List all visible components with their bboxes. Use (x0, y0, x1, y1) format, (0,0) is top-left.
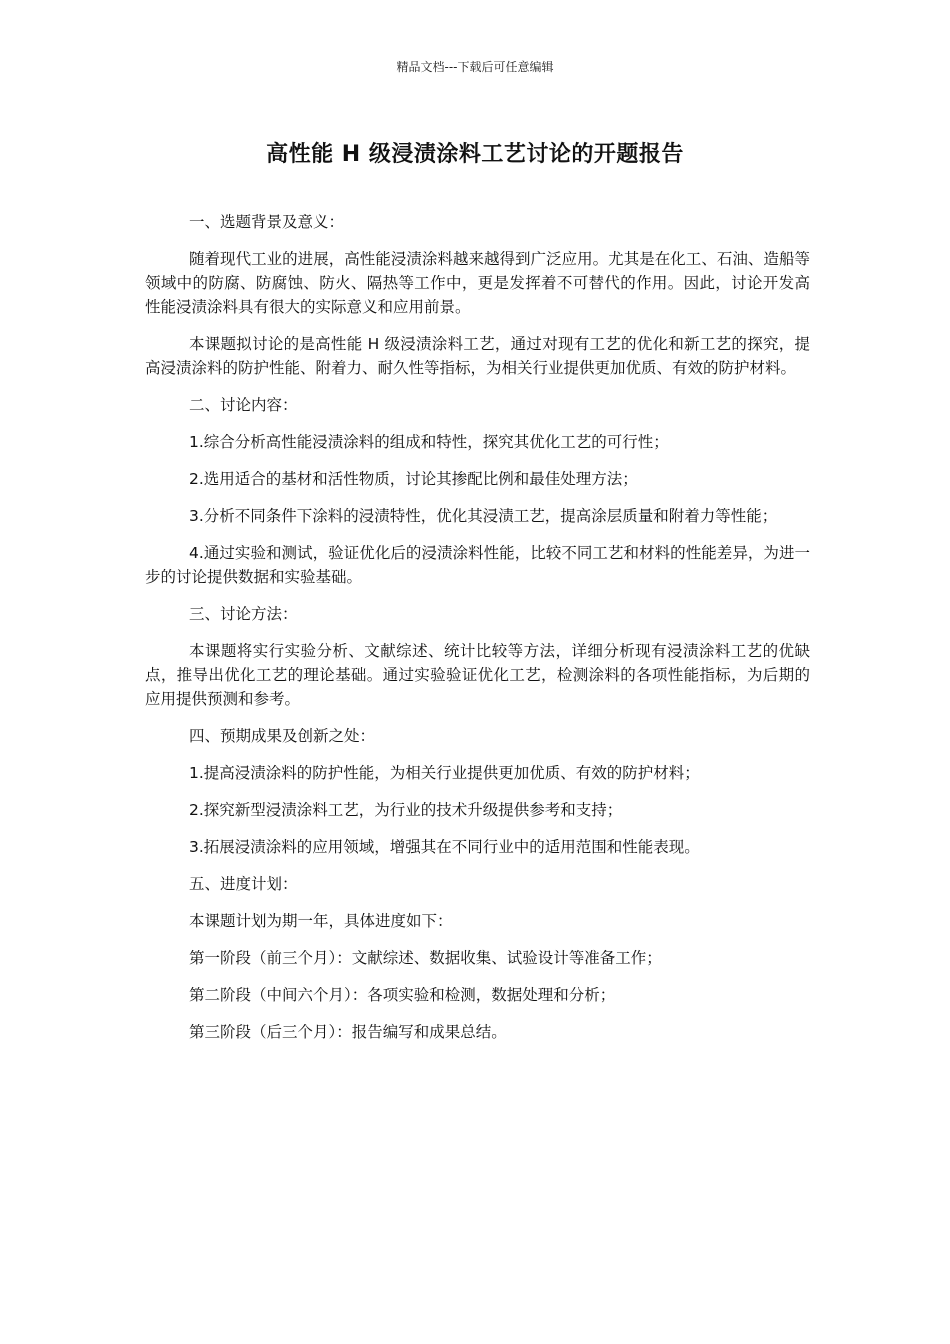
section-heading-schedule: 五、进度计划： (189, 875, 298, 893)
document-title: 高性能 H 级浸渍涂料工艺讨论的开题报告 (266, 142, 684, 167)
result-item-2: 2.探究新型浸渍涂料工艺，为行业的技术升级提供参考和支持； (189, 801, 623, 819)
paragraph-topic: 本课题拟讨论的是高性能 H 级浸渍涂料工艺，通过对现有工艺的优化和新工艺的探究，提高浸渍涂料的防护性能、附着力、耐久性等指标，为相关行业提供更加优质、有效的防护材料。 (145, 335, 810, 377)
schedule-phase-2: 第二阶段（中间六个月）：各项实验和检测，数据处理和分析； (189, 986, 616, 1004)
document-body (145, 210, 810, 1057)
section-heading-content: 二、讨论内容： (189, 396, 298, 414)
content-item-4: 4.通过实验和测试，验证优化后的浸渍涂料性能，比较不同工艺和材料的性能差异，为进一步的讨论提供数据和实验基础。 (145, 544, 810, 586)
content-item-1: 1.综合分析高性能浸渍涂料的组成和特性，探究其优化工艺的可行性； (189, 433, 669, 451)
content-item-3: 3.分析不同条件下涂料的浸渍特性，优化其浸渍工艺，提高涂层质量和附着力等性能； (189, 507, 778, 525)
schedule-phase-1: 第一阶段（前三个月）：文献综述、数据收集、试验设计等准备工作； (189, 949, 662, 967)
schedule-phase-3: 第三阶段（后三个月）：报告编写和成果总结。 (189, 1023, 507, 1041)
paragraph-method: 本课题将实行实验分析、文献综述、统计比较等方法，详细分析现有浸渍涂料工艺的优缺点，推导出优化工艺的理论基础。通过实验验证优化工艺，检测涂料的各项性能指标，为后期的应用提供预测和参考。 (145, 642, 810, 708)
paragraph-background: 随着现代工业的进展，高性能浸渍涂料越来越得到广泛应用。尤其是在化工、石油、造船等领域中的防腐、防腐蚀、防火、隔热等工作中，更是发挥着不可替代的作用。因此，讨论开发高性能浸渍涂料具有很大的实际意义和应用前景。 (145, 250, 810, 316)
header-note: 精品文档---下载后可任意编辑 (396, 60, 554, 74)
section-heading-results: 四、预期成果及创新之处： (189, 727, 376, 745)
result-item-1: 1.提高浸渍涂料的防护性能，为相关行业提供更加优质、有效的防护材料； (189, 764, 700, 782)
result-item-3: 3.拓展浸渍涂料的应用领域，增强其在不同行业中的适用范围和性能表现。 (189, 838, 700, 856)
section-heading-background: 一、选题背景及意义： (189, 213, 345, 231)
section-heading-method: 三、讨论方法： (189, 605, 298, 623)
schedule-intro: 本课题计划为期一年，具体进度如下： (189, 912, 453, 930)
content-item-2: 2.选用适合的基材和活性物质，讨论其掺配比例和最佳处理方法； (189, 470, 638, 488)
